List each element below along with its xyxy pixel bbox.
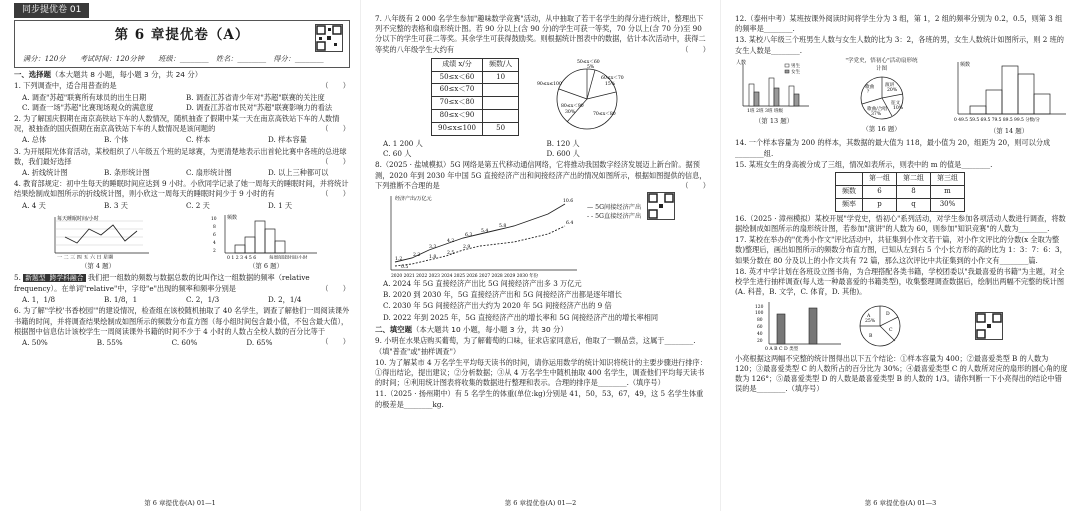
q18-bar-chart xyxy=(755,300,845,352)
svg-text:60: 60 xyxy=(757,324,763,330)
page-2 xyxy=(360,0,720,511)
fig6-ytick-2: 6 xyxy=(213,232,216,238)
page-2-footer: 第 6 章提优卷(A) 01—2 xyxy=(504,498,577,507)
question-3: 3. 为开展阳光体育活动，某校组织了八年级五个班的足球赛，为更清楚地表示出首轮比赛中各班的总进球数，我们最好选择 （ ） xyxy=(14,146,350,166)
svg-text:？: ？ xyxy=(866,89,872,95)
q8-option-b: B. 2020 到 2030 年，5G 直接经济产出和 5G 间接经济产出都是逐年增长 xyxy=(383,290,622,300)
question-6: 6. 为了解"学校'书香校园'"的建设情况，检查组在该校随机抽取了 40 名学生，调查了解他们一周阅读课外书籍的时间，并将调查结果绘制成如图所示的频数分布直方图（每小组时间包含最小值，不包含最大值），根据图中信息估计该校学生一周阅读课外书籍的时间不少于 4 小时的人数占全校人数的百分比等于 （ ） xyxy=(14,306,350,347)
question-14: 14. 一个样本容量为 200 的样本，其数据的最大值为 118，最小值为 20，组距为 20，则可以分成________组. xyxy=(735,138,1051,158)
question-2: 2. 为了解国庆假期在南京高铁站下车的人数情况，随机抽查了假期中某一天在南京高铁站下车的人数情况，被抽查的国庆假期在南京高铁站下车的人数情况是该问题的 （ ） xyxy=(14,113,350,134)
svg-text:37%: 37% xyxy=(870,111,881,117)
q8-option-d: D. 2022 年到 2025 年，5G 直接经济产出的增长率和 5G 间接经济产出的增长率相同 xyxy=(383,312,659,322)
svg-text:15%: 15% xyxy=(605,81,616,87)
svg-text:90≤x≤100: 90≤x≤100 xyxy=(537,81,563,87)
svg-text:1.2: 1.2 xyxy=(395,256,403,262)
svg-text:10.6: 10.6 xyxy=(563,198,574,204)
svg-text:B: B xyxy=(869,333,873,339)
fig6-caption: （第 6 题） xyxy=(248,262,284,271)
fig4-caption: （第 4 题） xyxy=(80,262,116,271)
svg-text:10%: 10% xyxy=(892,105,903,111)
fig6-ytick-0: 2 xyxy=(213,248,216,254)
question-7: 7. 八年级有 2 000 名学生参加"趣味数学竞赛"活动，从中抽取了若干名学生的得分进行统计，整理出下列不完整的表格和扇形统计图。若 90 分以上(含 90 分)的学生可获一等奖，70 分以上(含 70 分)至 90 分以下的学生可获二等奖。其余学生可获得鼓励奖。则根据统计图表中的数据，估计本次活动中，获得二等奖的八年级学生大约有 （ ） xyxy=(375,14,710,54)
figure-14: 频数 0 49.5 59.5 69.5 79.5 89.5 99.5 分数/分 （第 14 题） xyxy=(950,58,1068,136)
svg-text:50≤x＜60: 50≤x＜60 xyxy=(577,59,601,65)
svg-text:4.2: 4.2 xyxy=(447,238,455,244)
fig6-ytick-1: 4 xyxy=(213,240,216,246)
svg-text:2.9: 2.9 xyxy=(463,244,471,250)
section-2-heading: 二、填空题（本大题共 10 小题，每小题 3 分，共 30 分） xyxy=(375,324,568,334)
question-18-conclusions: 小亮根据这两幅不完整的统计图得出以下五个结论：①样本容量为 400；②最喜爱类型 B 的人数为 120；③最喜爱类型 C 的人数所占的百分比为 30%；④最喜爱类型 C 的人数所对应的扇形的圆心角的度数为 126°；⑤最喜爱类型 D 的人数是最喜爱类型 B 的人数的 1/3。请你判断一下小亮得出的结论中错误的是________.（填序号） xyxy=(735,353,1068,394)
svg-text:40: 40 xyxy=(757,331,763,337)
svg-text:演讲: 演讲 xyxy=(884,82,894,88)
svg-text:0 A B C D 类型: 0 A B C D 类型 xyxy=(765,346,799,352)
page-3-footer: 第 6 章提优卷(A) 01—3 xyxy=(864,498,937,507)
question-5: 5. 新题型 跨学科融合 我们把一组数的频数与数据总数的比叫作这一组数据的频率（relative frequency）。在单词"relative"中，字母"e"出现的频率和频率分别是 （ ） xyxy=(14,273,350,293)
svg-text:男生: 男生 xyxy=(791,63,801,69)
fig6-xticks: 0 1 2 3 4 5 6 xyxy=(227,255,257,259)
figure-13: 人数 男生 女生 1班 2班 3班 班级 （第 13 题） xyxy=(735,58,813,136)
q8-option-a: A. 2024 年 5G 直接经济产出比 5G 间接经济产出多 3 万亿元 xyxy=(383,278,582,288)
brand-label: 同步提优卷 01 xyxy=(14,3,89,18)
question-11: 11.（2025 · 扬州期中）有 5 名学生的体重(单位:kg)分别是 41，50，53，67，49，这 5 名学生体重的极差是________kg. xyxy=(375,389,704,409)
page-3 xyxy=(720,0,1080,511)
svg-text:征文: 征文 xyxy=(890,100,900,106)
question-17: 17. 某校在举办的"优秀小作文"评比活动中，共征集到小作文若干篇，对小作文评比的分数(x 全取为整数)整理后，画出如图所示的频数分布直方图，已知从左到右 5 个小长方形的高的比为 1：3：7：6：3，如果分数在 80 分及以上的小作文共有 72 篇，那么这次评比中共征集到的小作文有________篇. xyxy=(735,235,1067,265)
q3-options: A. 折线统计图 B. 条形统计图 C. 扇形统计图 D. 以上三种都可以 xyxy=(22,168,329,178)
q18-figures xyxy=(755,300,1068,352)
svg-text:5.4: 5.4 xyxy=(481,228,489,234)
svg-text:80≤x＜90: 80≤x＜90 xyxy=(561,103,585,109)
svg-text:80: 80 xyxy=(757,317,763,323)
q7-pie-chart xyxy=(537,57,637,137)
title-box xyxy=(14,20,350,68)
svg-text:60≤x＜70: 60≤x＜70 xyxy=(601,75,625,81)
svg-text:1班 2班 3班 班级: 1班 2班 3班 班级 xyxy=(747,108,784,114)
svg-text:70≤x＜80: 70≤x＜80 xyxy=(593,111,617,117)
q8-qr-code-icon xyxy=(647,192,675,220)
svg-text:5%: 5% xyxy=(587,64,595,70)
page-title: 第 6 章提优卷（A） xyxy=(114,26,250,43)
svg-text:2020 2021 2022 2023 2024 2025: 2020 2021 2022 2023 2024 2025 2026 2027 2028 2029 2030 年份 xyxy=(391,273,539,278)
histogram-reading xyxy=(211,213,321,259)
question-8: 8.（2025 · 盐城模拟）5G 网络是第五代移动通信网络，它将推动我国数字经济发展迈上新台阶。据预测，2020 年到 2030 年中国 5G 直接经济产出和间接经济产出的情况如图所示，根据如图提供的信息，下列推断不合理的是 （ ） xyxy=(375,160,710,190)
svg-text:D: D xyxy=(886,311,890,317)
svg-text:3.3: 3.3 xyxy=(429,244,437,250)
svg-text:0 49.5 59.5 69.5 79.5 89.: 0 49.5 59.5 69.5 79.5 89.5 99.5 分数/分 xyxy=(954,117,1040,123)
svg-text:6.4: 6.4 xyxy=(566,220,574,226)
figure-4 xyxy=(43,213,153,271)
svg-text:频数: 频数 xyxy=(960,61,971,68)
new-type-tag: 新题型 xyxy=(25,274,46,283)
question-1: 1. 下列调查中，适合用普查的是 （ ） xyxy=(14,81,350,91)
q6-options: A. 50% B. 55% C. 60% D. 65% xyxy=(22,338,273,348)
fig6-ytick-4: 10 xyxy=(211,216,217,222)
fig6-xlabel: 每周阅读时间/小时 xyxy=(269,255,308,259)
svg-text:6.3: 6.3 xyxy=(465,232,473,238)
svg-text:歌曲/合唱: 歌曲/合唱 xyxy=(866,106,887,112)
qr-code-icon xyxy=(315,24,343,52)
q8-option-c: C. 2030 年 5G 间接经济产出大约为 2020 年 5G 间接经济产出的 9 倍 xyxy=(383,301,612,311)
q8-line-chart xyxy=(381,192,581,278)
pie-chart-activity xyxy=(847,74,917,122)
q7-options: A. 1 200 人 B. 120 人 C. 60 人 D. 600 人 xyxy=(383,138,580,159)
q5-options: A. 1，1/8 B. 1/8，1 C. 2，1/3 D. 2，1/4 xyxy=(22,295,302,305)
question-13: 13. 某校八年级三个班男生人数与女生人数的比为 3：2，各班的男，女生人数统计如图所示，则 2 班的女生人数是________. xyxy=(735,35,1064,55)
fig6-ylabel: 频数 xyxy=(227,214,238,221)
svg-text:歌曲: 歌曲 xyxy=(864,84,874,90)
q8-figure xyxy=(381,192,710,278)
q8-legend: — 5G间接经济产出 - - 5G直接经济产出 xyxy=(587,203,642,220)
question-10: 10. 为了解某市 4 万名学生平均每天读书的时间，请你运用数学的统计知识将统计的主要步骤进行排序：①得出结论，提出建议；②分析数据；③从 4 万名学生中随机抽取 400 名学生，调查他们平均每天读书的时间；④利用统计图表将收集的数据进行整理和表示。合理的排序是________.（填序号） xyxy=(375,357,707,388)
svg-text:5.8: 5.8 xyxy=(499,223,507,229)
svg-text:经济产出/万亿元: 经济产出/万亿元 xyxy=(395,195,432,202)
page-1-footer: 第 6 章提优卷(A) 01—1 xyxy=(144,498,216,507)
svg-text:0.5: 0.5 xyxy=(401,264,409,270)
svg-text:20%: 20% xyxy=(886,87,897,93)
q7-frequency-table: 成绩 x/分 频数/人 50≤x＜60 10 60≤x＜70 70≤x＜80 80≤x＜90 90≤x≤100 50 xyxy=(431,58,519,137)
svg-text:人数: 人数 xyxy=(736,59,747,66)
figure-6 xyxy=(211,213,321,271)
svg-text:2.5: 2.5 xyxy=(447,250,455,256)
page-1 xyxy=(0,0,360,511)
svg-text:120: 120 xyxy=(755,304,764,310)
fig6-ytick-3: 8 xyxy=(213,224,216,230)
svg-text:25%: 25% xyxy=(865,318,876,324)
fig4-ylabel: 每天睡眠时间/小时 xyxy=(57,215,99,222)
question-4: 4. 教育部规定：初中生每天的睡眠时间应达到 9 小时。小欣同学记录了她一周每天的睡眠时间，并将统计结果绘制成如图所示的折线统计图，则小欣这一周每天的睡眠时间少于 9 小时的有 （ ） xyxy=(14,179,350,199)
q4-options: A. 4 天 B. 3 天 C. 2 天 D. 1 天 xyxy=(22,200,293,210)
question-9: 9. 小明在水果店购买葡萄，为了解葡萄的口味，征求店家同意后，他取了一颗品尝，这属于________.（填"普查"或"抽样调查"） xyxy=(375,336,696,356)
q15-table: 第一组 第二组 第三组 频数 6 8 m 频率 p q 30% xyxy=(835,172,965,212)
line-chart-sleep xyxy=(43,213,153,259)
section-1-heading: 一、选择题（本大题共 8 小题，每小题 3 分，共 24 分） xyxy=(14,69,203,79)
svg-text:1.8: 1.8 xyxy=(429,254,437,260)
question-18: 18. 英才中学计划在各班设立图书角，为合理搭配各类书籍，学校团委以"我最喜爱的书籍"为主题，对全校学生进行抽样调查(每人选一种最喜爱的书籍类型)，收集整理调查数据后，绘制出两幅不完整的统计图(A. 科普，B. 文学，C. 体育，D. 其他)。 xyxy=(735,266,1065,297)
svg-text:C: C xyxy=(889,327,893,333)
histogram-scores xyxy=(950,58,1068,124)
q1-options: A. 调查"苏超"联赛所有球员的出生日期 B. 调查江苏省青少年对"苏超"联赛的关注度 C. 调查一场"苏超"比赛现场观众的满意度 D. 调查江苏省市民对"苏超"联赛影响力的看法 xyxy=(22,92,333,112)
q18-qr-code-icon xyxy=(975,312,1003,340)
svg-text:20: 20 xyxy=(757,338,763,344)
q18-pie-chart xyxy=(855,301,905,351)
figure-16: "学党史，悟初心"活动扇形统计图 演讲 20% 征文 10% 歌曲 ？ 歌曲/合唱 37% （第 16 题） xyxy=(845,57,918,133)
svg-text:30%: 30% xyxy=(565,109,576,115)
svg-text:2.2: 2.2 xyxy=(413,252,421,258)
fig4-xlabels: 一 二 三 四 五 六 日 星期 xyxy=(57,254,114,259)
q2-options: A. 总体 B. 个体 C. 样本 D. 样本容量 xyxy=(22,135,307,145)
q7-figures xyxy=(431,57,710,137)
svg-text:100: 100 xyxy=(755,310,764,316)
cross-subject-tag: 跨学科融合 xyxy=(49,274,84,283)
p3-figures-row xyxy=(735,58,1068,136)
question-12: 12.（泰州中考）某班按课外阅读时间将学生分为 3 组，第 1，2 组的频率分别为 0.2，0.5，则第 3 组的频率是________. xyxy=(735,14,1063,34)
bar-chart-class-gender xyxy=(735,58,813,114)
exam-meta: 满分：120分 考试时间：120分钟 班级：________ 姓名：________ 得分：________ xyxy=(23,53,324,63)
figures-row xyxy=(14,213,350,271)
question-15: 15. 某班女生的身高被分成了三组，情况如表所示，则表中的 m 的值是________. xyxy=(735,159,993,169)
question-16: 16.（2025 · 漳州模拟）某校开展"学党史，悟初心"系列活动，对学生参加各项活动人数进行调查，将数据绘制成如图所示的扇形统计图，若参加"演讲"的人数为 60，则参加"知识竞赛"的人数为________. xyxy=(735,213,1066,233)
svg-text:A: A xyxy=(867,313,871,319)
svg-text:女生: 女生 xyxy=(791,69,801,75)
